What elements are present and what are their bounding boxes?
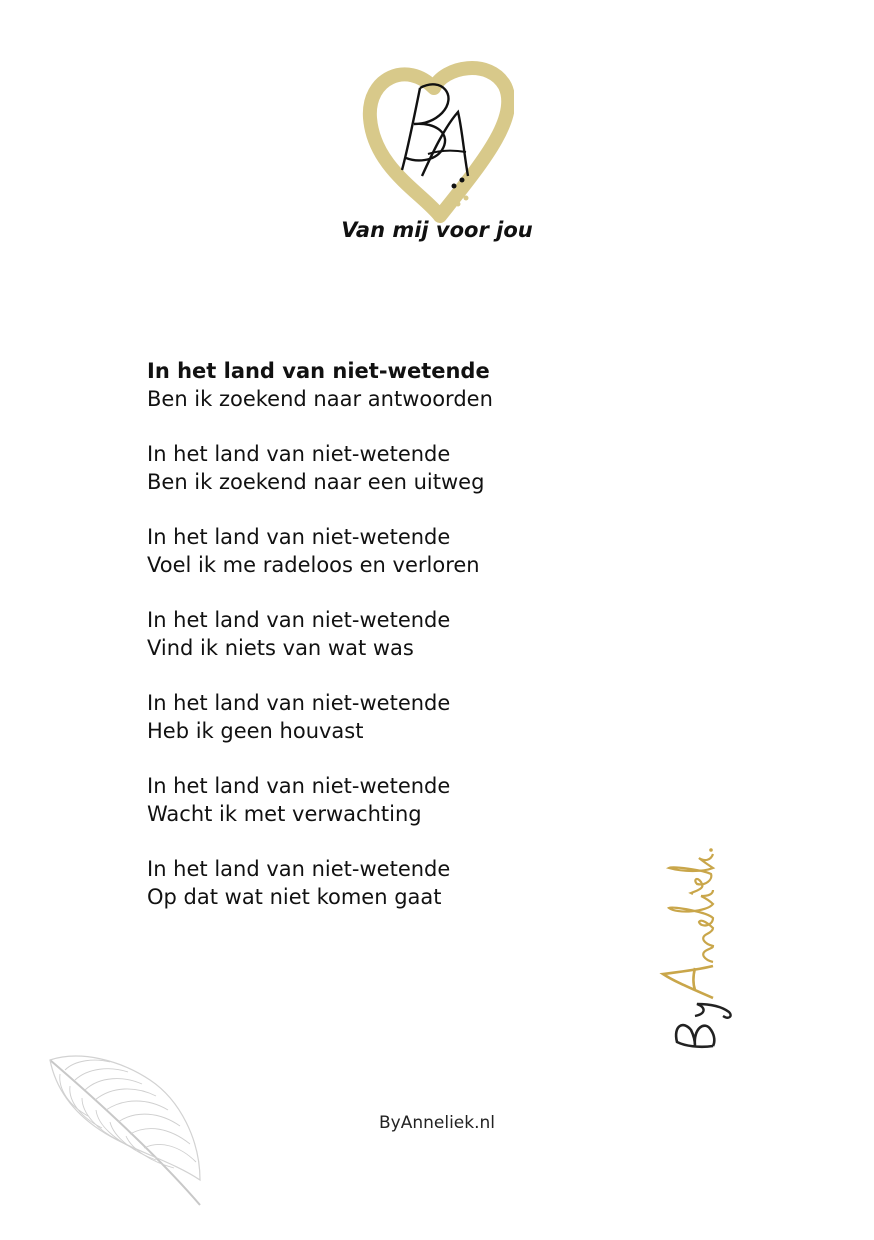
stanza	[147, 440, 667, 496]
stanza	[147, 606, 667, 662]
poem-line: Heb ik geen houvast	[147, 719, 364, 743]
heart-monogram-icon	[362, 58, 514, 223]
poem-line: Voel ik me radeloos en verloren	[147, 553, 480, 577]
tagline: Van mij voor jou	[341, 218, 533, 242]
signature-icon	[655, 838, 755, 1053]
poem-line: In het land van niet-wetende	[147, 608, 451, 632]
poem-line: Ben ik zoekend naar een uitweg	[147, 470, 485, 494]
poem-line: Ben ik zoekend naar antwoorden	[147, 387, 493, 411]
stanza	[147, 523, 667, 579]
poem-line: In het land van niet-wetende	[147, 442, 451, 466]
poem-line: In het land van niet-wetende	[147, 774, 451, 798]
website-footer: ByAnneliek.nl	[378, 1113, 495, 1133]
poem-line: In het land van niet-wetende	[147, 525, 451, 549]
poem-line: In het land van niet-wetende	[147, 857, 451, 881]
stanza	[147, 357, 667, 413]
poem-line: In het land van niet-wetende	[147, 691, 451, 715]
stanza	[147, 772, 667, 828]
poem-line: Op dat wat niet komen gaat	[147, 885, 442, 909]
poem-title-line: In het land van niet-wetende	[147, 359, 490, 383]
stanza	[147, 689, 667, 745]
poem-line: Vind ik niets van wat was	[147, 636, 414, 660]
poem-line: Wacht ik met verwachting	[147, 802, 422, 826]
stanza	[147, 855, 667, 911]
poem	[147, 357, 667, 938]
